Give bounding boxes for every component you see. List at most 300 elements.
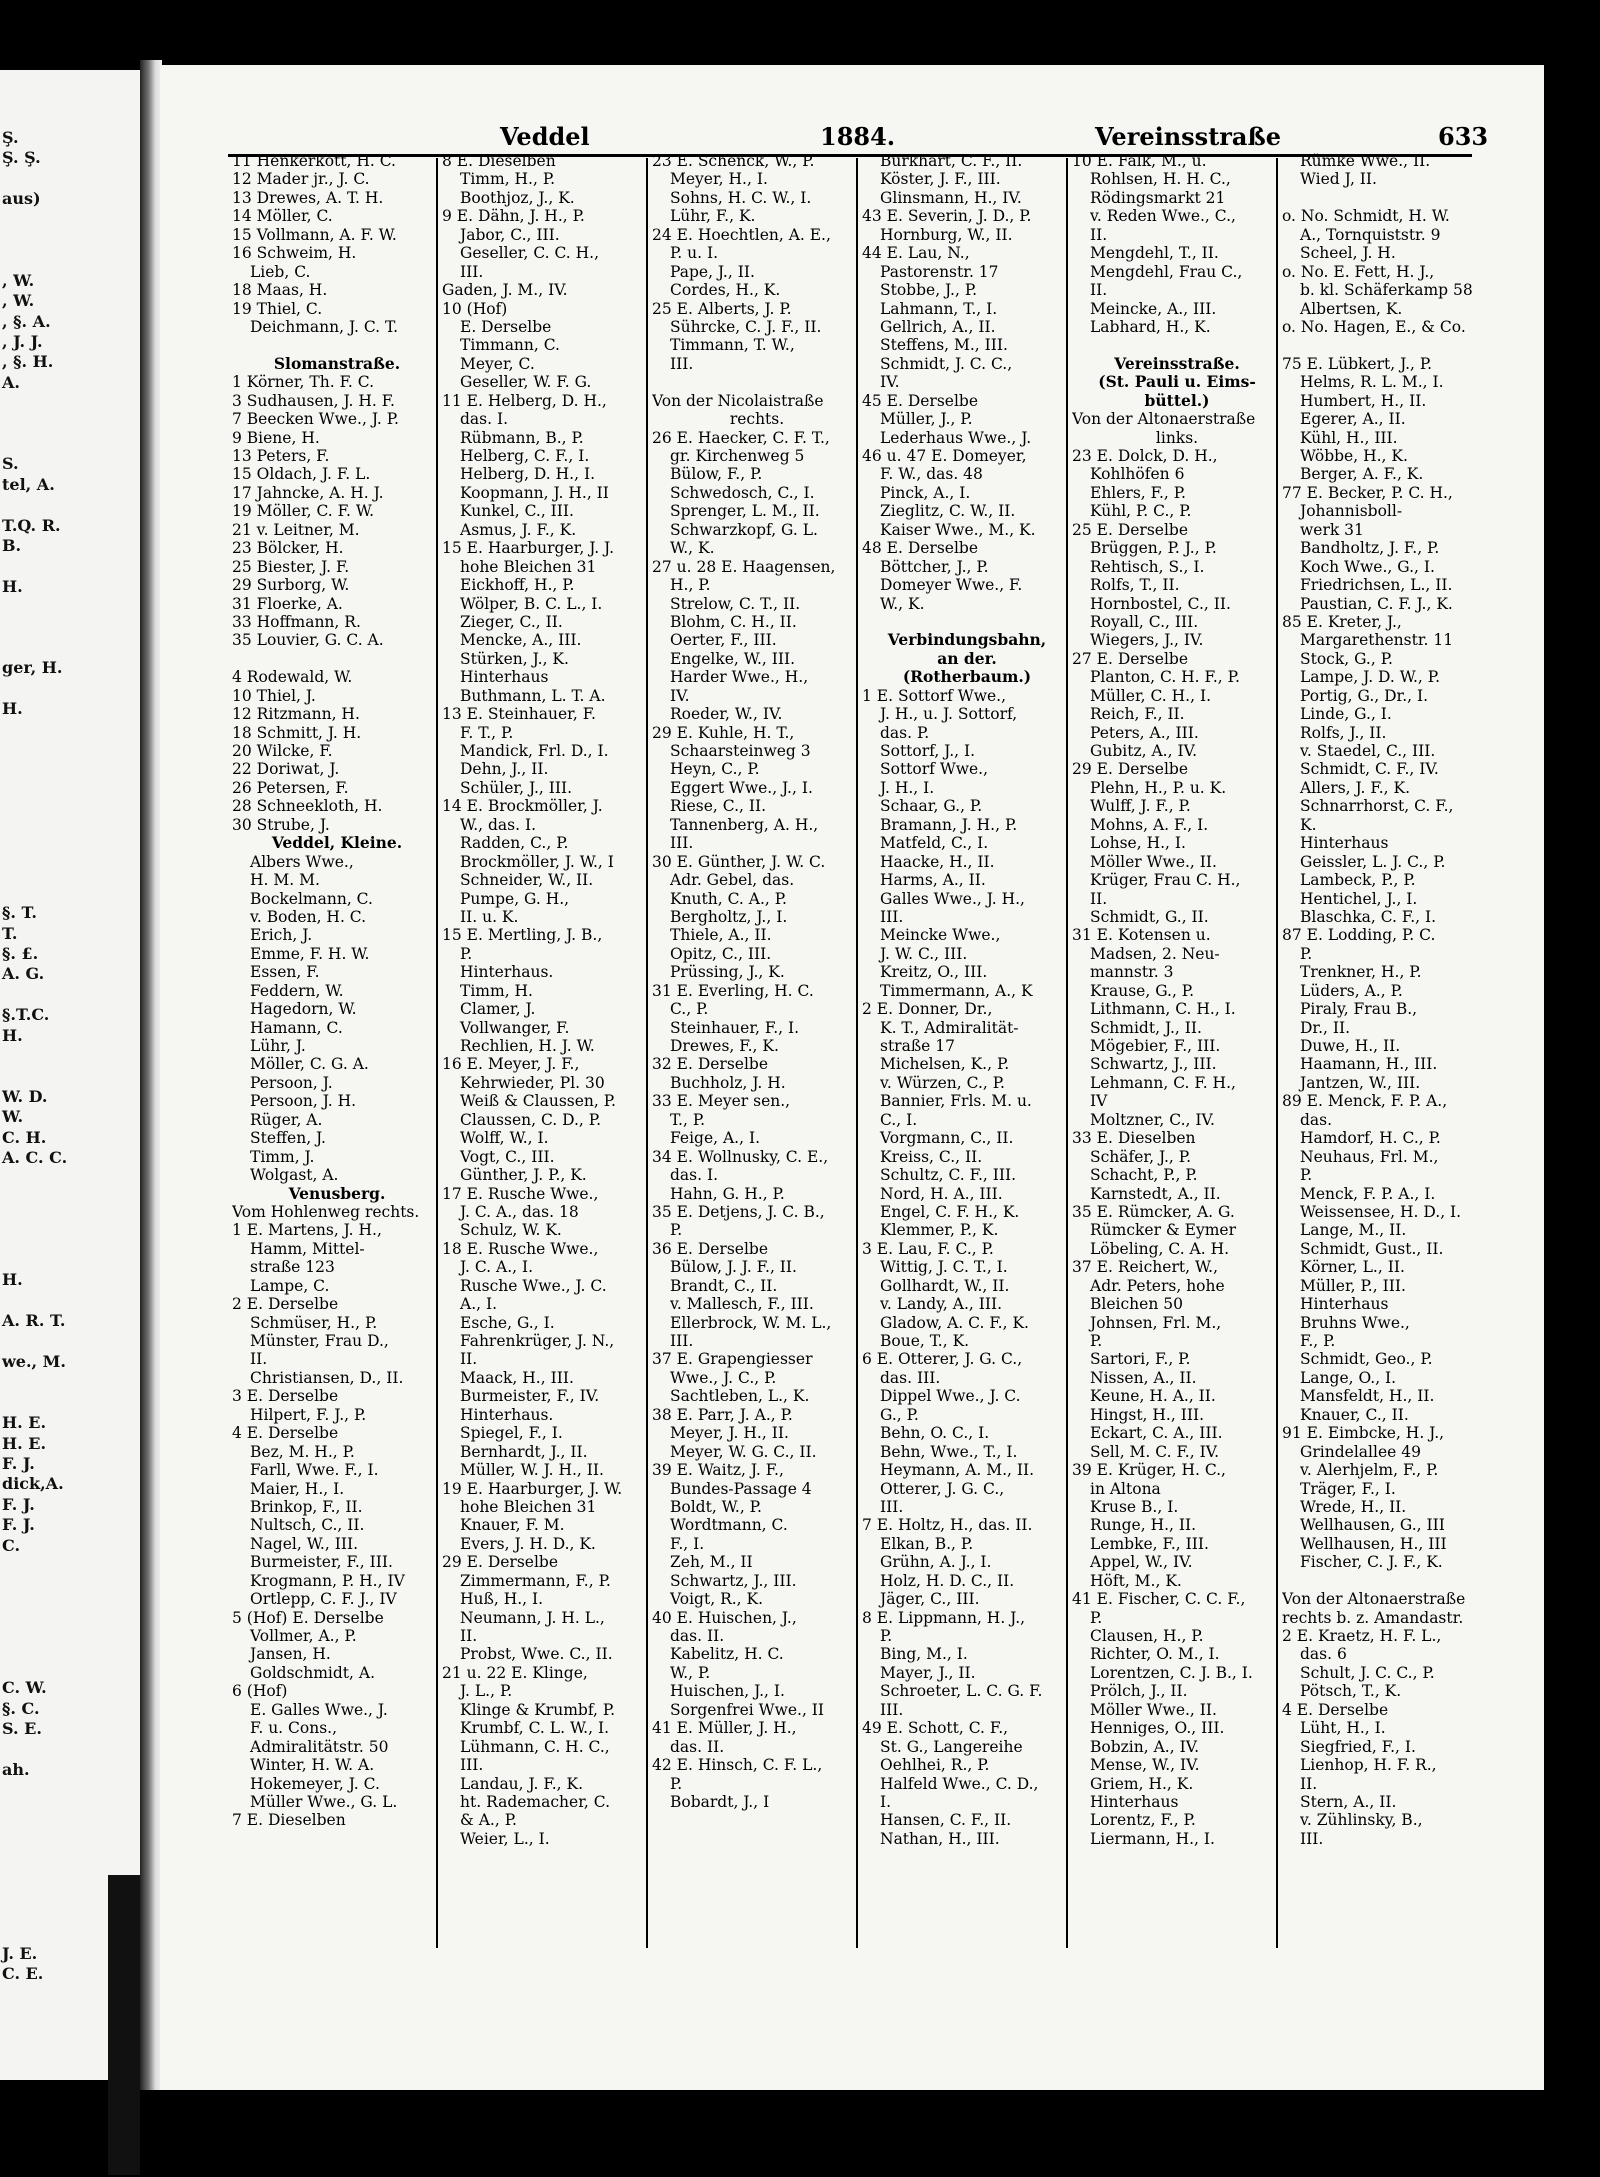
directory-entry: 31 E. Kotensen u. [1072, 926, 1211, 945]
directory-entry: 38 E. Parr, J. A., P. [652, 1405, 793, 1424]
directory-entry: II. [460, 1627, 478, 1645]
directory-entry: F. u. Cons., [250, 1719, 338, 1738]
directory-entry: Margarethenstr. 11 [1300, 631, 1454, 650]
directory-entry: Tannenberg, A. H., [670, 815, 819, 834]
directory-entry: Haamann, H., III. [1300, 1055, 1438, 1074]
directory-entry: Neuhaus, Frl. M., [1300, 1147, 1439, 1166]
directory-entry: Münster, Frau D., [250, 1332, 389, 1350]
directory-entry: J. H., I. [880, 778, 935, 797]
directory-entry: 26 Petersen, F. [232, 778, 349, 797]
directory-entry: 1 Körner, Th. F. C. [232, 373, 375, 392]
directory-entry: Radden, C., P. [460, 834, 569, 853]
directory-entry: Huischen, J., I. [670, 1682, 785, 1701]
directory-entry: Labhard, H., K. [1090, 317, 1211, 336]
directory-entry: rechts b. z. Amandastr. [1282, 1608, 1464, 1627]
directory-entry: Vogt, C., III. [460, 1147, 555, 1166]
directory-entry: 14 Möller, C. [232, 207, 333, 226]
directory-entry: Pastorenstr. 17 [880, 262, 999, 281]
directory-entry: straße 17 [880, 1037, 956, 1055]
directory-entry: Lieb, C. [250, 262, 311, 281]
previous-page-text: H. [2, 576, 23, 596]
directory-entry: 9 Biene, H. [232, 428, 320, 447]
directory-entry: Schroeter, L. C. G. F. [880, 1682, 1043, 1701]
directory-entry: Liermann, H., I. [1090, 1829, 1215, 1848]
directory-entry: III. [1300, 1829, 1324, 1848]
directory-entry: Böttcher, J., P. [880, 557, 989, 576]
directory-entry: Meincke, A., III. [1090, 299, 1217, 318]
directory-entry: Blaschka, C. F., I. [1300, 907, 1437, 926]
directory-entry: Ehlers, F., P. [1090, 483, 1186, 502]
directory-entry: Gubitz, A., IV. [1090, 742, 1198, 760]
directory-entry: v. Mallesch, F., III. [670, 1295, 814, 1314]
directory-entry: Krumbf, C. L. W., I. [460, 1719, 609, 1738]
directory-entry: Richter, O. M., I. [1090, 1645, 1220, 1664]
directory-entry: II. [1090, 281, 1108, 300]
directory-entry: Pötsch, T., K. [1300, 1682, 1402, 1701]
previous-page-text: F. J. [2, 1494, 35, 1514]
directory-entry: 25 Biester, J. F. [232, 557, 350, 576]
previous-page-text: A. [2, 372, 20, 392]
directory-entry: P. [1090, 1608, 1103, 1627]
directory-entry: Portig, G., Dr., I. [1300, 686, 1429, 705]
directory-entry: Müller, P., III. [1300, 1276, 1406, 1295]
directory-entry: Rüger, A. [250, 1110, 323, 1129]
directory-column-2 [442, 152, 652, 1942]
directory-entry: G., P. [880, 1405, 919, 1424]
directory-entry: Neumann, J. H. L., [460, 1608, 605, 1627]
previous-page-text: H. [2, 699, 23, 719]
directory-entry: Lühmann, C. H. C., [460, 1737, 610, 1756]
previous-page-text: A. C. C. [2, 1148, 68, 1167]
previous-page-text: §.T.C. [2, 1005, 50, 1025]
previous-page-text: Ş. Ş. [2, 148, 41, 168]
directory-entry: Hinterhaus [1300, 834, 1389, 853]
directory-entry: 2 E. Derselbe [232, 1295, 339, 1314]
directory-entry: 25 E. Derselbe [1072, 520, 1189, 539]
directory-entry: Strelow, C. T., II. [670, 594, 801, 613]
directory-entry: Hamm, Mittel- [250, 1239, 365, 1258]
previous-page-text: C. [2, 1535, 21, 1555]
directory-entry: Höft, M., K. [1090, 1571, 1182, 1590]
directory-entry: Oerter, F., III. [670, 631, 777, 650]
directory-entry: II. [1300, 1774, 1318, 1793]
directory-entry: Michelsen, K., P. [880, 1055, 1010, 1074]
directory-entry: P. [1300, 1166, 1313, 1185]
directory-entry: Lienhop, H. F. R., [1300, 1756, 1437, 1775]
directory-entry: Sottorf, J., I. [880, 742, 976, 760]
directory-entry: Geissler, L. J. C., P. [1300, 852, 1446, 871]
previous-page-text: Ş. [2, 128, 19, 147]
directory-entry: Schult, J. C. C., P. [1300, 1663, 1435, 1682]
directory-entry: Klinge & Krumbf, P. [460, 1700, 616, 1719]
directory-entry: C., P. [670, 1000, 709, 1019]
directory-entry: II. u. K. [460, 907, 519, 926]
directory-entry: o. No. E. Fett, H. J., [1282, 262, 1435, 281]
directory-entry: 1 E. Martens, J. H., [232, 1221, 382, 1240]
directory-entry: Steinhauer, F., I. [670, 1018, 800, 1037]
directory-entry: Mögebier, F., III. [1090, 1037, 1221, 1055]
directory-entry: Nord, H. A., III. [880, 1184, 1003, 1203]
previous-page-text: S. E. [2, 1719, 42, 1739]
directory-entry: o. No. Schmidt, H. W. [1282, 207, 1450, 226]
directory-entry: 49 E. Schott, C. F., [862, 1719, 1009, 1738]
directory-entry: 25 E. Alberts, J. P. [652, 299, 792, 318]
directory-entry: Hilpert, F. J., P. [250, 1405, 367, 1424]
directory-entry: Sartori, F., P. [1090, 1350, 1191, 1369]
directory-entry: Lambeck, P., P. [1300, 871, 1416, 890]
directory-entry: Kaiser Wwe., M., K. [880, 520, 1036, 539]
directory-entry: Jabor, C., III. [460, 225, 560, 244]
directory-entry: Lorentz, F., P. [1090, 1811, 1196, 1830]
directory-entry: Galles Wwe., J. H., [880, 889, 1025, 908]
directory-entry: I. [880, 1792, 892, 1811]
directory-entry: Nultsch, C., II. [250, 1516, 365, 1535]
directory-entry: K. [1300, 815, 1317, 834]
directory-entry: Lahmann, T., I. [880, 299, 998, 318]
street-heading: (St. Pauli u. Eims- [1098, 373, 1256, 392]
directory-entry: Eggert Wwe., J., I. [670, 778, 813, 797]
directory-entry: Buthmann, L. T. A. [460, 686, 606, 705]
directory-entry: Schmidt, C. F., IV. [1300, 760, 1439, 779]
directory-entry: W., K. [670, 539, 715, 558]
previous-page-text: F. J. [2, 1515, 35, 1535]
previous-page-text: C. E. [2, 1964, 44, 1983]
directory-entry: werk 31 [1300, 520, 1364, 539]
directory-entry: Wellhausen, H., III [1300, 1534, 1447, 1553]
directory-entry: Kunkel, C., III. [460, 502, 574, 521]
directory-entry: Kruse B., I. [1090, 1497, 1179, 1516]
directory-entry: 21 u. 22 E. Klinge, [442, 1663, 588, 1682]
directory-entry: Hinterhaus. [460, 963, 554, 982]
directory-entry: 22 Doriwat, J. [232, 760, 340, 779]
directory-entry: Wied J, II. [1300, 170, 1377, 189]
directory-entry: das. I. [460, 410, 509, 429]
directory-entry: Scheel, J. H. [1300, 244, 1396, 263]
directory-entry: Roeder, W., IV. [670, 705, 783, 724]
book-spine [140, 60, 162, 2090]
directory-entry: H. M. M. [250, 871, 320, 890]
directory-entry: Probst, Wwe. C., II. [460, 1645, 613, 1664]
directory-entry: Meincke Wwe., [880, 926, 1001, 945]
directory-entry: 15 E. Haarburger, J. J. [442, 539, 614, 558]
directory-entry: hohe Bleichen 31 [460, 1497, 597, 1516]
directory-entry: Sührcke, C. J. F., II. [670, 317, 822, 336]
directory-entry: Harder Wwe., H., [670, 668, 809, 687]
directory-entry: Farll, Wwe. F., I. [250, 1461, 379, 1480]
street-heading: Vereinsstraße. [1114, 354, 1240, 373]
directory-entry: 7 Beecken Wwe., J. P. [232, 410, 399, 429]
directory-entry: 45 E. Derselbe [862, 391, 979, 410]
directory-entry: P. [670, 1221, 683, 1240]
directory-entry: Hahn, G. H., P. [670, 1184, 785, 1203]
directory-entry: Nagel, W., III. [250, 1534, 359, 1553]
directory-entry: St. G., Langereihe [880, 1737, 1023, 1756]
directory-entry: 18 Maas, H. [232, 281, 328, 300]
directory-entry: Günther, J. P., K. [460, 1166, 587, 1185]
directory-entry: Lohse, H., I. [1090, 834, 1186, 853]
directory-entry: Hinterhaus [460, 668, 549, 687]
directory-entry: Schmidt, J., II. [1090, 1018, 1202, 1037]
previous-page-text: tel, A. [2, 474, 55, 494]
directory-entry: F., I. [670, 1534, 705, 1553]
directory-entry: 13 Peters, F. [232, 447, 330, 465]
directory-entry: Wittig, J. C. T., I. [880, 1258, 1008, 1277]
directory-entry: Persoon, J. [250, 1073, 333, 1092]
directory-entry: Feige, A., I. [670, 1129, 761, 1148]
directory-entry: Erich, J. [250, 926, 313, 945]
directory-entry: Schmidt, G., II. [1090, 907, 1209, 926]
directory-entry: 35 Louvier, G. C. A. [232, 631, 384, 650]
directory-entry: 85 E. Kreter, J., [1282, 612, 1402, 631]
directory-entry: C., I. [880, 1110, 918, 1129]
directory-entry: Bobzin, A., IV. [1090, 1737, 1200, 1756]
directory-entry: Helberg, D. H., I. [460, 465, 596, 484]
directory-entry: Weissensee, H. D., I. [1300, 1202, 1462, 1221]
directory-entry: 3 Sudhausen, J. H. F. [232, 391, 395, 410]
directory-entry: Plehn, H., P. u. K. [1090, 778, 1227, 797]
directory-entry: Dr., II. [1300, 1018, 1351, 1037]
previous-page-text: ger, H. [2, 658, 63, 678]
directory-entry: ht. Rademacher, C. [460, 1792, 610, 1811]
directory-entry: Hinterhaus [1090, 1792, 1179, 1811]
directory-entry: Bobardt, J., I [670, 1792, 770, 1811]
directory-entry: Mense, W., IV. [1090, 1756, 1200, 1775]
directory-entry: Hokemeyer, J. C. [250, 1774, 380, 1793]
previous-page-text: dick,A. [2, 1474, 64, 1494]
directory-entry: A., Tornquiststr. 9 [1300, 225, 1441, 244]
directory-entry: W., K. [880, 594, 925, 613]
directory-entry: J. L., P. [460, 1682, 513, 1701]
directory-entry: v. Reden Wwe., C., [1090, 207, 1236, 226]
directory-entry: Burmeister, F., III. [250, 1553, 393, 1572]
directory-entry: Bing, M., I. [880, 1645, 968, 1664]
directory-entry: Landau, J. F., K. [460, 1774, 584, 1793]
directory-entry: 5 (Hof) E. Derselbe [232, 1608, 384, 1627]
previous-page-text: T. [2, 923, 18, 943]
directory-entry: III. [670, 834, 694, 853]
directory-entry: 4 E. Derselbe [1282, 1700, 1389, 1719]
directory-entry: W., P. [670, 1663, 711, 1682]
directory-entry: straße 123 [250, 1258, 335, 1277]
directory-entry: Hagedorn, W. [250, 1000, 357, 1019]
directory-entry: Meyer, J. H., II. [670, 1424, 789, 1443]
directory-entry: II. [250, 1350, 268, 1369]
directory-entry: Pumpe, G. H., [460, 889, 570, 908]
directory-entry: Müller Wwe., G. L. [250, 1792, 398, 1811]
directory-entry: III. [460, 262, 484, 281]
directory-entry: Rusche Wwe., J. C. [460, 1276, 607, 1295]
directory-entry: Löbeling, C. A. H. [1090, 1239, 1230, 1258]
directory-entry: 10 Thiel, J. [232, 686, 316, 705]
directory-entry: Weier, L., I. [460, 1829, 550, 1848]
directory-entry: 15 E. Mertling, J. B., [442, 926, 603, 945]
directory-entry: 20 Wilcke, F. [232, 742, 333, 760]
previous-page-text: C. W. [2, 1678, 47, 1698]
directory-entry: 35 E. Rümcker, A. G. [1072, 1202, 1235, 1221]
directory-entry: das. [1300, 1110, 1333, 1129]
previous-page-text: §. £. [2, 944, 39, 963]
previous-page-fragment [0, 70, 140, 2080]
directory-entry: Keune, H. A., II. [1090, 1387, 1216, 1406]
directory-entry: Hingst, H., III. [1090, 1405, 1205, 1424]
directory-column-6 [1282, 152, 1492, 1942]
header-left-street: Veddel [500, 122, 590, 151]
directory-entry: Hinterhaus. [460, 1405, 554, 1424]
page-tab-shadow [108, 1875, 140, 2175]
directory-entry: Wöbbe, H., K. [1300, 447, 1408, 465]
directory-entry [652, 373, 862, 391]
directory-entry: 23 Bölcker, H. [232, 539, 344, 558]
directory-entry: Haacke, H., II. [880, 852, 995, 871]
directory-entry: 37 E. Grapengiesser [652, 1350, 813, 1369]
directory-entry: H., P. [670, 576, 711, 595]
directory-entry: A., I. [460, 1295, 498, 1314]
directory-entry: Krause, G., P. [1090, 981, 1195, 1000]
directory-entry: Claussen, C. D., P. [460, 1110, 601, 1129]
directory-entry: IV. [670, 686, 690, 705]
directory-entry: 29 E. Derselbe [442, 1553, 559, 1572]
directory-entry: rechts. [729, 410, 785, 429]
directory-entry: Albertsen, K. [1300, 299, 1403, 318]
directory-entry: Knauer, F. M. [460, 1516, 565, 1535]
directory-entry: mannstr. 3 [1090, 963, 1174, 982]
directory-entry: Bernhardt, J., II. [460, 1442, 588, 1461]
directory-entry: 13 E. Steinhauer, F. [442, 705, 596, 724]
directory-entry: 15 Oldach, J. F. L. [232, 465, 371, 484]
directory-column-4 [862, 152, 1072, 1942]
directory-entry: 89 E. Menck, F. P. A., [1282, 1092, 1448, 1111]
directory-entry: Jansen, H. [250, 1645, 331, 1664]
directory-entry: Rolfs, T., II. [1090, 576, 1180, 595]
directory-entry: Wrede, H., II. [1300, 1497, 1407, 1516]
directory-entry: Blohm, C. H., II. [670, 612, 797, 631]
directory-entry: Rümke Wwe., II. [1300, 152, 1431, 170]
directory-entry: Kohlhöfen 6 [1090, 465, 1185, 484]
directory-entry: Steffens, M., III. [880, 336, 1008, 355]
directory-entry: 30 E. Günther, J. W. C. [652, 852, 826, 871]
directory-entry: Humbert, H., II. [1300, 391, 1427, 410]
directory-entry: J. C. A., das. 18 [460, 1202, 579, 1221]
directory-entry: II. [1090, 225, 1108, 244]
directory-entry: das. II. [670, 1737, 725, 1756]
directory-entry: 87 E. Lodding, P. C. [1282, 926, 1436, 945]
directory-entry: 26 E. Haecker, C. F. T., [652, 428, 830, 447]
directory-entry: Friedrichsen, L., II. [1300, 576, 1453, 595]
directory-entry: Fahrenkrüger, J. N., [460, 1332, 615, 1350]
directory-entry: Zieglitz, C. W., II. [880, 502, 1016, 521]
directory-entry: Johnsen, Frl. M., [1090, 1313, 1222, 1332]
directory-entry: Clamer, J. [460, 1000, 536, 1019]
directory-entry: 30 Strube, J. [232, 815, 330, 834]
directory-entry: Gladow, A. C. F., K. [880, 1313, 1029, 1332]
directory-entry: Vollwanger, F. [460, 1018, 570, 1037]
street-heading: Slomanstraße. [273, 354, 401, 373]
directory-entry: P. [1090, 1332, 1103, 1350]
directory-entry: Brinkop, F., II. [250, 1497, 363, 1516]
directory-entry: Evers, J. H. D., K. [460, 1534, 596, 1553]
directory-entry: F. T., P. [460, 723, 514, 742]
directory-entry: Von der Altonaerstraße [1282, 1590, 1466, 1609]
directory-entry: F., P. [1300, 1332, 1336, 1350]
previous-page-text: J. E. [2, 1943, 38, 1963]
directory-entry: 41 E. Fischer, C. C. F., [1072, 1590, 1246, 1609]
directory-entry: Schwedosch, C., I. [670, 483, 815, 502]
directory-entry: Cordes, H., K. [670, 281, 781, 300]
directory-entry: Adr. Peters, hohe [1090, 1276, 1225, 1295]
directory-entry: III. [880, 1700, 904, 1719]
directory-entry: 37 E. Reichert, W., [1072, 1258, 1219, 1277]
directory-entry: v. Alerhjelm, F., P. [1300, 1461, 1439, 1480]
directory-entry: Boue, T., K. [880, 1332, 970, 1350]
directory-entry: Albers Wwe., [250, 852, 354, 871]
directory-entry: Madsen, 2. Neu- [1090, 944, 1220, 963]
directory-entry: 8 E. Dieselben [442, 152, 556, 170]
directory-entry [232, 650, 442, 668]
directory-entry: Schaar, G., P. [880, 797, 983, 816]
directory-entry: Lederhaus Wwe., J. [880, 428, 1032, 447]
directory-entry: Piraly, Frau B., [1300, 1000, 1418, 1019]
directory-entry: 9 E. Dähn, J. H., P. [442, 207, 585, 226]
directory-entry: 10 E. Falk, M., u. [1072, 152, 1207, 170]
directory-entry: Holz, H. D. C., II. [880, 1571, 1015, 1590]
previous-page-text: aus) [2, 189, 41, 209]
directory-column-1 [232, 152, 442, 1942]
directory-entry: Lühr, J. [250, 1037, 306, 1055]
directory-entry: 31 E. Everling, H. C. [652, 981, 814, 1000]
directory-entry: IV. [880, 373, 900, 392]
directory-entry: Kühl, P. C., P. [1090, 502, 1192, 521]
directory-entry: Bergholtz, J., I. [670, 907, 788, 926]
directory-entry: Deichmann, J. C. T. [250, 317, 398, 336]
directory-entry: Emme, F. H. W. [250, 944, 370, 963]
directory-entry: 18 Schmitt, J. H. [232, 723, 362, 742]
directory-entry: Mandick, Frl. D., I. [460, 742, 609, 760]
directory-entry: Mohns, A. F., I. [1090, 815, 1209, 834]
directory-entry: Vom Hohlenweg rechts. [232, 1202, 420, 1221]
directory-entry: v. Boden, H. C. [250, 907, 367, 926]
directory-entry: 10 (Hof) [442, 299, 508, 318]
directory-entry: J. C. A., I. [460, 1258, 534, 1277]
directory-entry: 21 v. Leitner, M. [232, 520, 360, 539]
directory-entry: 13 Drewes, A. T. H. [232, 188, 384, 207]
directory-entry: Sohns, H. C. W., I. [670, 188, 812, 207]
directory-entry: Persoon, J. H. [250, 1092, 357, 1111]
directory-entry: W., das. I. [460, 815, 537, 834]
directory-entry: Goldschmidt, A. [250, 1663, 375, 1682]
directory-entry: Admiralitätstr. 50 [250, 1737, 389, 1756]
directory-entry: 35 E. Detjens, J. C. B., [652, 1202, 825, 1221]
directory-entry: Schäfer, J., P. [1090, 1147, 1191, 1166]
directory-entry: Schulz, W. K. [460, 1221, 562, 1240]
directory-entry: Brandt, C., II. [670, 1276, 778, 1295]
directory-entry: Rümcker & Eymer [1090, 1221, 1237, 1240]
directory-entry: Mengdehl, Frau C., [1090, 262, 1243, 281]
directory-entry: Lampe, J. D. W., P. [1300, 668, 1440, 687]
directory-entry: Hansen, C. F., II. [880, 1811, 1012, 1830]
directory-entry: 4 E. Derselbe [232, 1424, 339, 1443]
directory-entry: Lehmann, C. F. H., [1090, 1073, 1236, 1092]
directory-entry: Timm, H., P. [460, 170, 556, 189]
directory-entry: Schmidt, Geo., P. [1300, 1350, 1433, 1369]
directory-entry: Meyer, C. [460, 354, 535, 373]
directory-entry: Heymann, A. M., II. [880, 1461, 1035, 1480]
directory-entry: Helberg, C. F., I. [460, 447, 590, 465]
directory-entry: 16 Schweim, H. [232, 244, 357, 263]
directory-entry: Maack, H., III. [460, 1368, 574, 1387]
directory-entry: J. H., u. J. Sottorf, [880, 705, 1018, 724]
previous-page-text: , §. H. [2, 352, 54, 372]
directory-entry: Krogmann, P. H., IV [250, 1571, 405, 1590]
